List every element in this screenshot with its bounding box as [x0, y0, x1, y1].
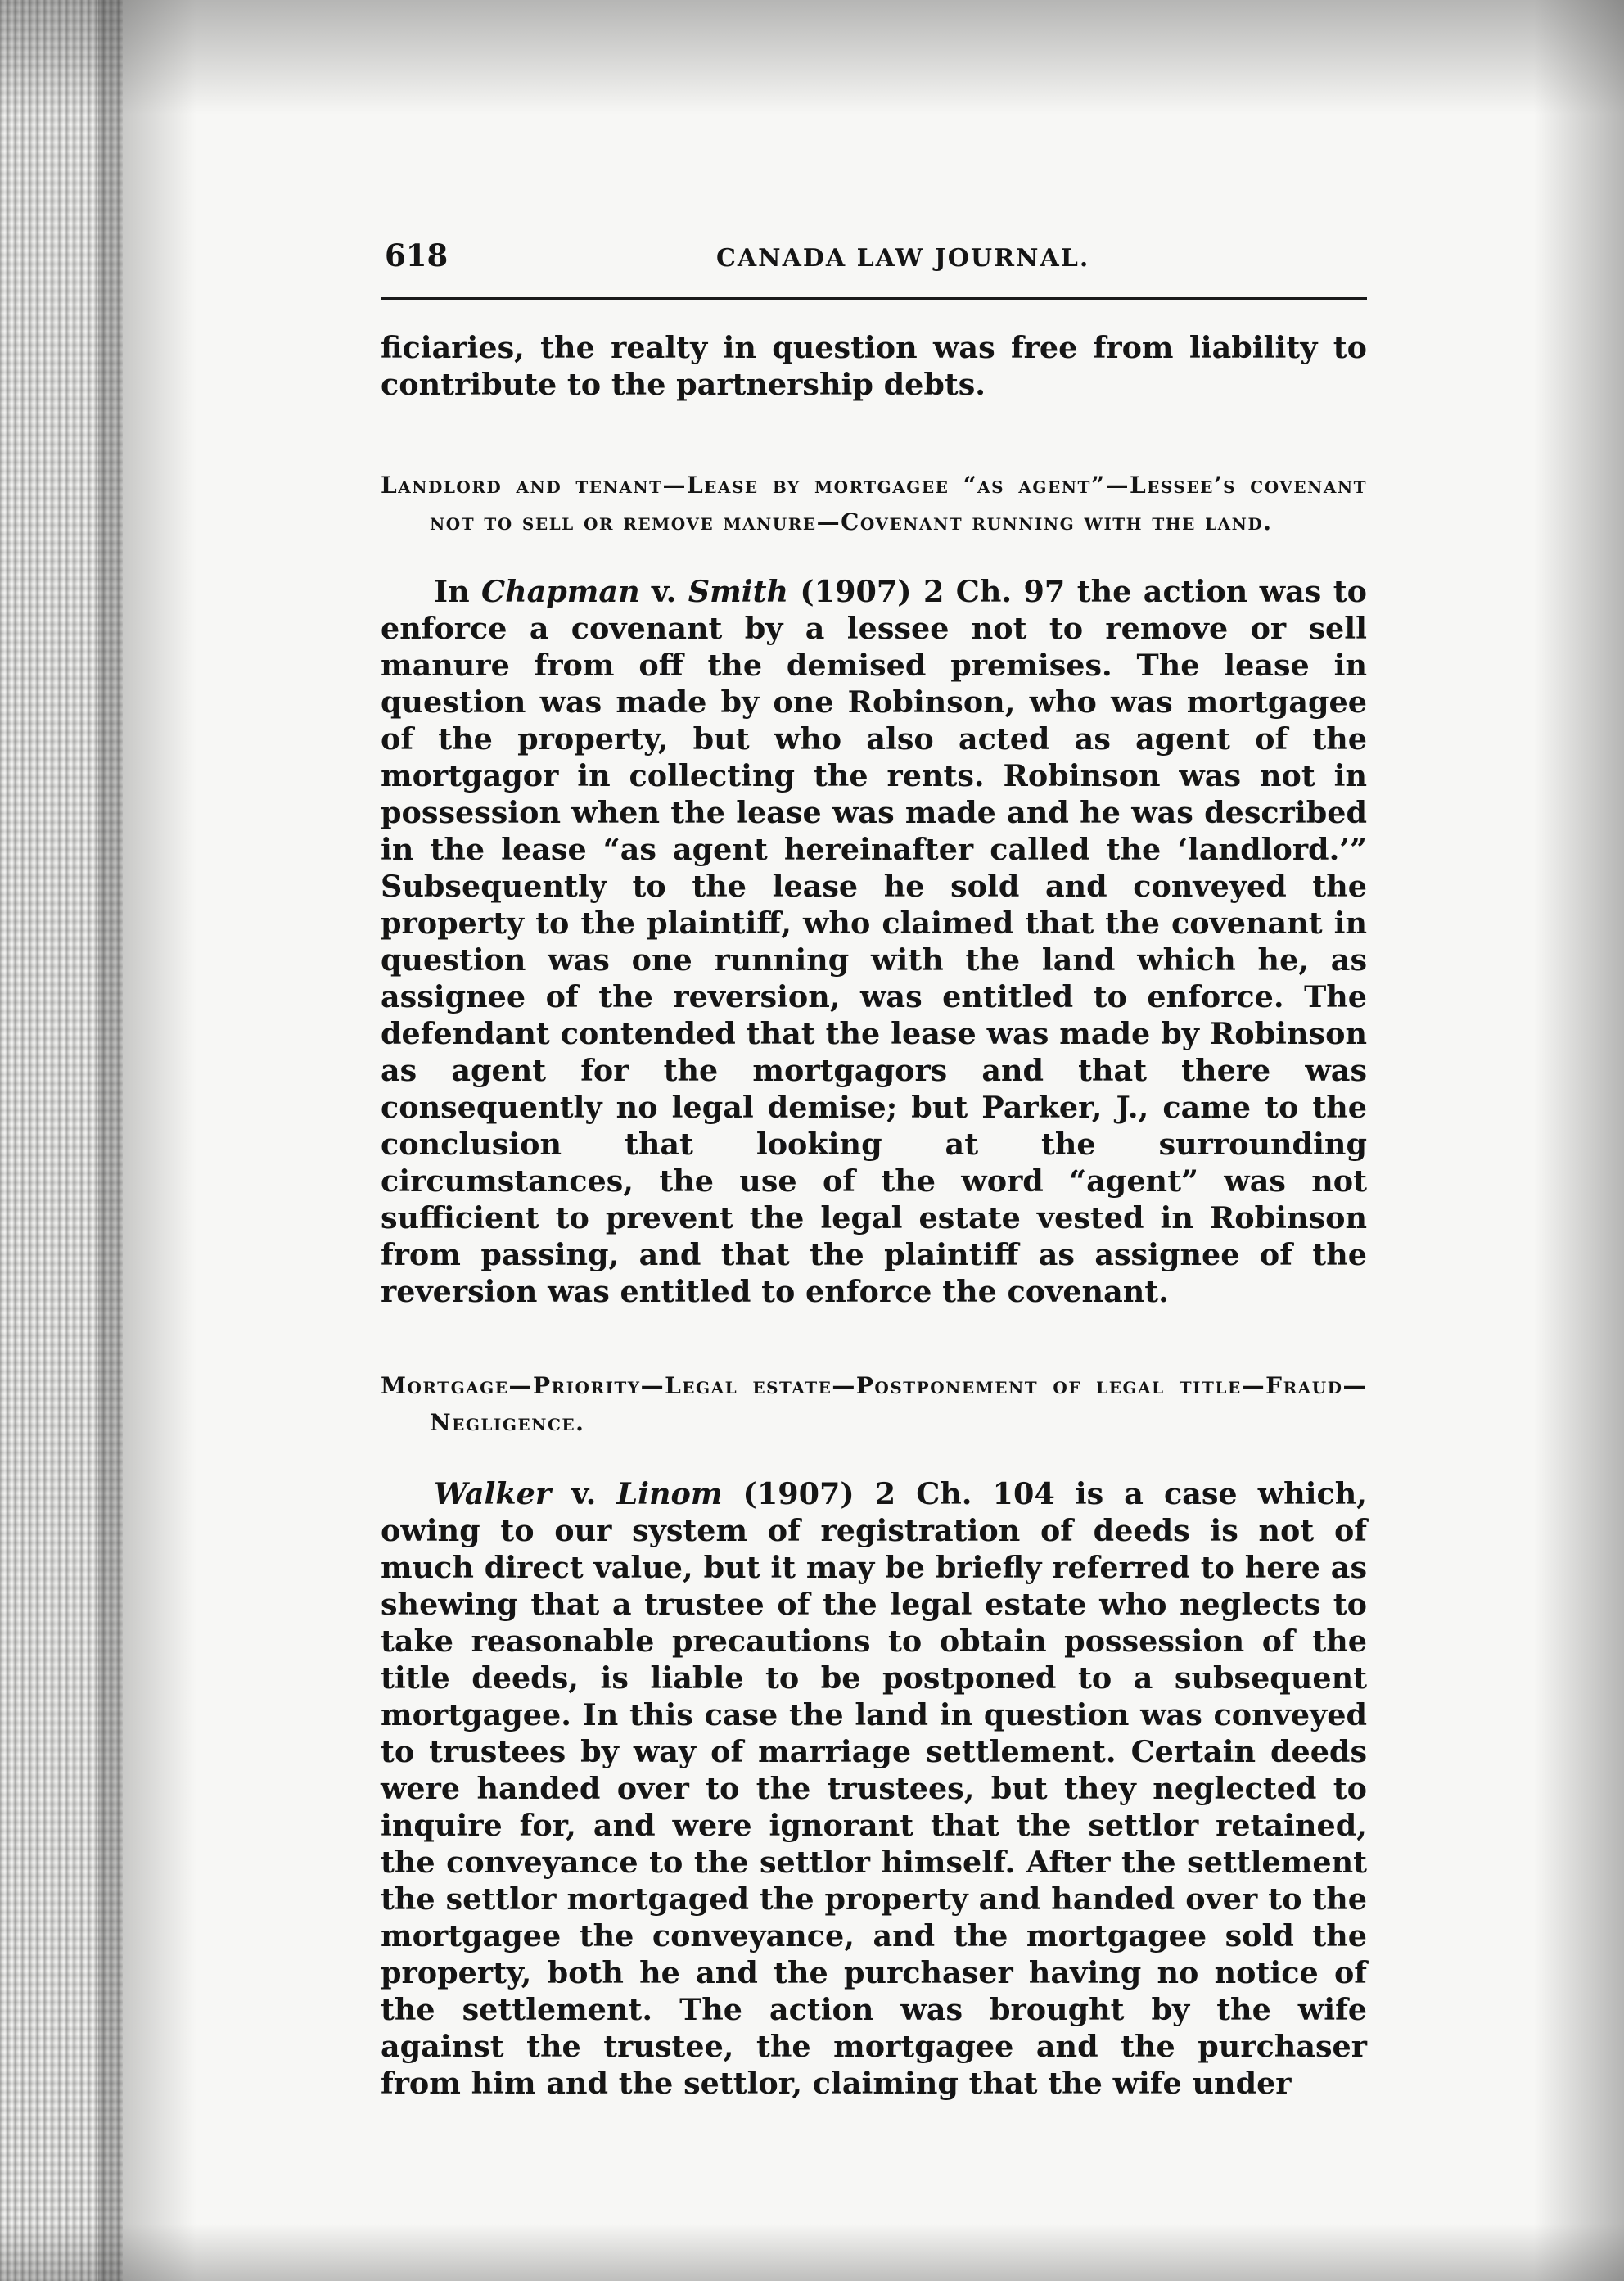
paragraph-chapman-v-smith: [381, 573, 1367, 1310]
page-number: 618: [385, 237, 449, 273]
running-head: [385, 237, 1367, 287]
paragraph-walker-v-linom: [381, 1475, 1367, 2102]
case-name-defendant: Linom: [616, 1476, 723, 1511]
case-name-defendant: Smith: [688, 574, 788, 609]
scan-bottom-edge: [0, 2224, 1624, 2281]
paragraph-text: (1907) 2 Ch. 104 is a case which, owing to our system of registration of deeds is not of much direct value, but it may be briefly referred to here as shewing that a trustee of the legal estate who neglects to take reasonable precautions to obtain possession of the title deeds, is liable to be postponed to a subsequent mortgagee. In this case the land in question was conveyed to trustees by way of marriage settlement. Certain deeds were handed over to the trustees, but they neglected to inquire for, and were ignorant that the settlor retained, the conveyance to the settlor himself. After the settlement the settlor mortgaged the property and handed over to the mortgagee the conveyance, and the mortgagee sold the property, both he and the purchaser having no notice of the settlement. The action was brought by the wife against the trustee, the mortgagee and the purchaser from him and the settlor, claiming that the wife under: [381, 1476, 1367, 2101]
paragraph-text: (1907) 2 Ch. 97 the action was to enforce a covenant by a lessee not to remove or sell manure from off the demised premises. The lease in question was made by one Robinson, who was mortgagee of the property, but who also acted as agent of the mortgagor in collecting the rents. Robinson was not in possession when the lease was made and he was described in the lease “as agent hereinafter called the ‘landlord.’” Subsequently to the lease he sold and conveyed the property to the plaintiff, who claimed that the covenant in question was one running with the land which he, as assignee of the reversion, was entitled to enforce. The defendant contended that the lease was made by Robinson as agent for the mortgagors and that there was consequently no legal demise; but Parker, J., came to the conclusion that looking at the surrounding circumstances, the use of the word “agent” was not sufficient to prevent the legal estate vested in Robinson from passing, and that the plaintiff as assignee of the reversion was entitled to enforce the covenant.: [381, 574, 1367, 1309]
section-heading-mortgage-priority: Mortgage—Priority—Legal estate—Postponement of legal title—Fraud—Negligence.: [381, 1372, 1367, 1436]
scan-binding-fade: [98, 0, 196, 2281]
journal-title: CANADA LAW JOURNAL.: [716, 244, 1090, 273]
scan-top-edge: [0, 0, 1624, 115]
section-heading-landlord-tenant: Landlord and tenant—Lease by mortgagee “as agent”—Lessee’s covenant not to sell or remove manure—Covenant running with the land.: [381, 472, 1367, 535]
paragraph-lead: In: [434, 574, 482, 609]
article-body: [381, 329, 1367, 2102]
paragraph-continued: ficiaries, the realty in question was free from liability to contribute to the partnership debts.: [381, 330, 1367, 402]
case-versus: v.: [551, 1476, 617, 1511]
case-name-plaintiff: Chapman: [481, 574, 640, 609]
case-name-plaintiff: Walker: [434, 1476, 552, 1511]
case-versus: v.: [639, 574, 688, 609]
header-rule: [381, 297, 1367, 300]
scan-right-edge: [1534, 0, 1624, 2281]
